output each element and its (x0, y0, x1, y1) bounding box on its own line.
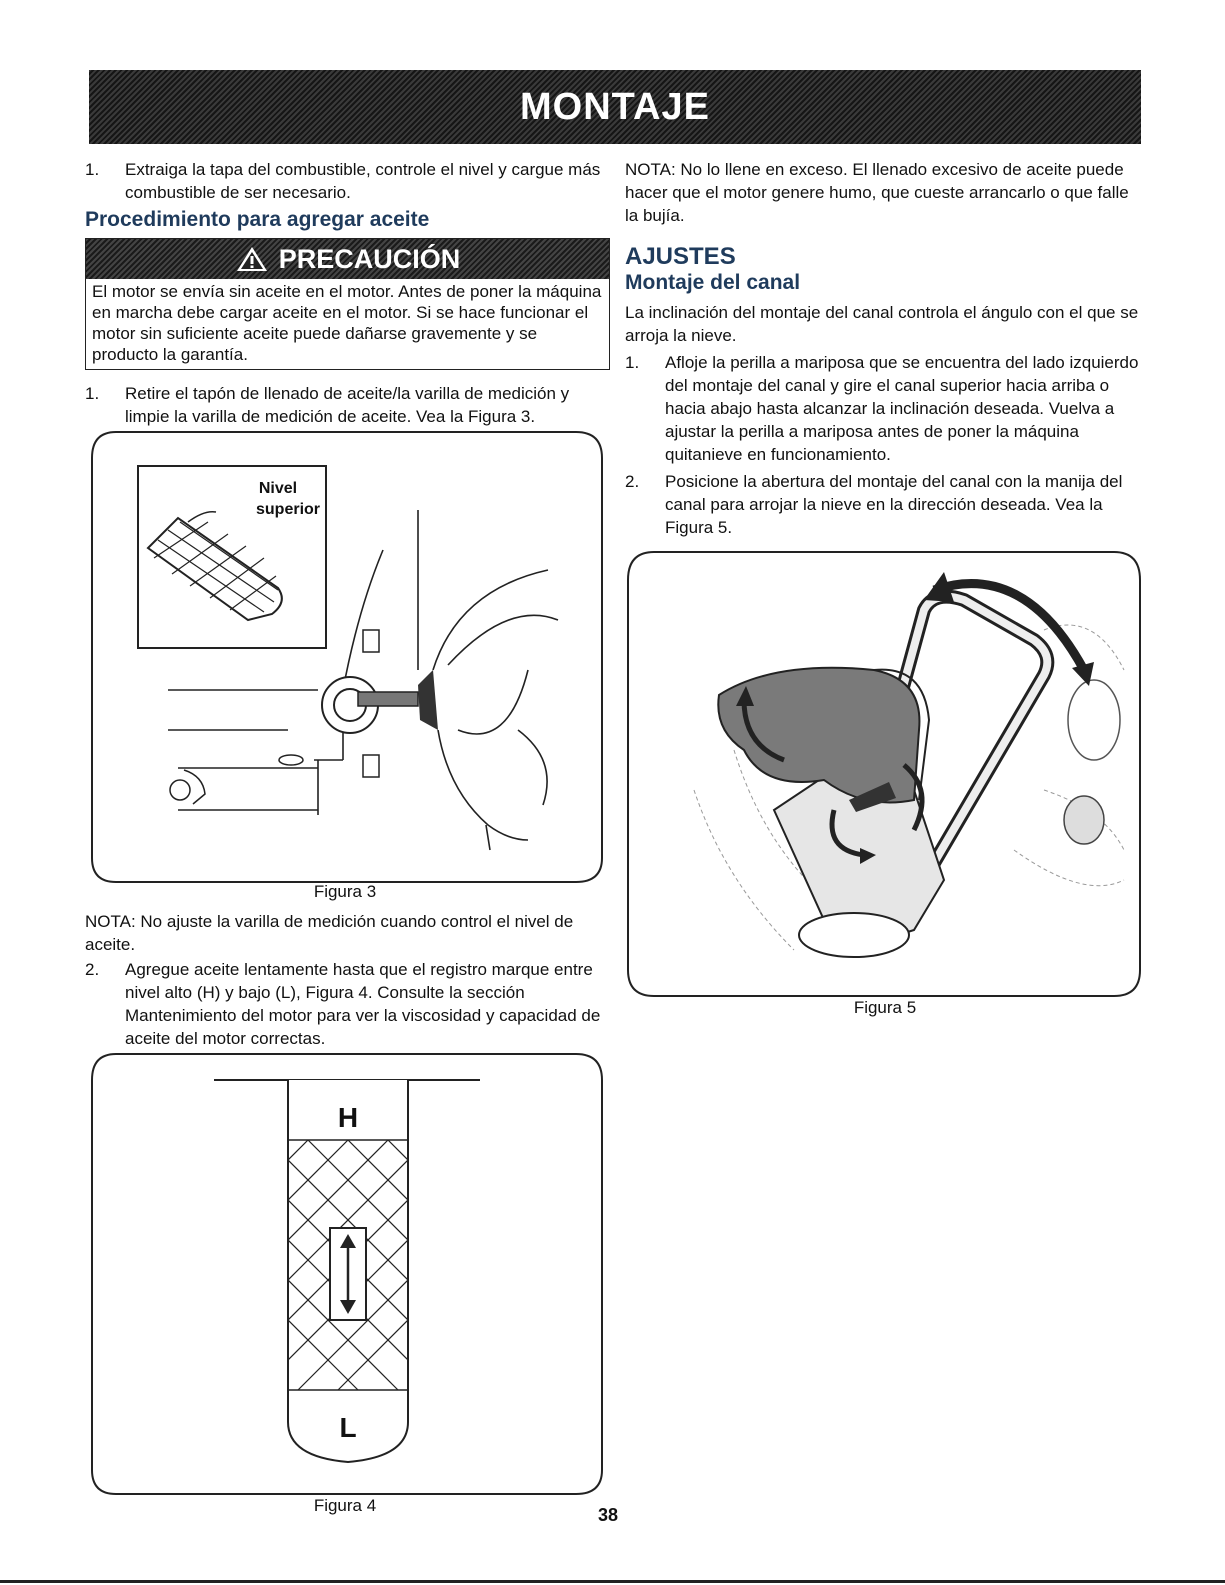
dipstick-note: NOTA: No ajuste la varilla de medición cuando control el nivel de aceite. (85, 912, 574, 954)
left-lower-text (85, 910, 610, 1050)
caution-title: PRECAUCIÓN (278, 243, 461, 274)
caution-text: El motor se envía sin aceite en el motor. Antes de poner la máquina en marcha debe cargar aceite en el motor. Si se hace funcionar el motor sin suficiente aceite puede dañarse gravemente y se producto la garantía. (92, 282, 602, 364)
list-text: Agregue aceite lentamente hasta que el registro marque entre nivel alto (H) y bajo (L), Figura 4. Consulte la sección Mantenimiento del motor para ver la viscosidad y capacidad de aceite del motor correctas. (125, 960, 601, 1048)
list-text: Afloje la perilla a mariposa que se encuentra del lado izquierdo del montaje del canal y gire el canal superior hacia arriba o hacia abajo hasta alcanzar la inclinación deseada. Vuelva a ajustar la perilla a mariposa antes de poner la máquina quitanieve en funcionamiento. (665, 353, 1139, 464)
figure-3-illustration (88, 430, 606, 885)
oil-procedure-heading: Procedimiento para agregar aceite (85, 208, 430, 231)
figure-4 (88, 1052, 606, 1497)
overfill-note: NOTA: No lo llene en exceso. El llenado excesivo de aceite puede hacer que el motor genere humo, que cueste arrancarlo o que falle la bujía. (625, 160, 1129, 225)
figure-5-caption: Figura 5 (853, 998, 917, 1017)
list-text: Retire el tapón de llenado de aceite/la varilla de medición y limpie la varilla de medición de aceite. Vea la Figura 3. (125, 384, 570, 426)
page-number: 38 (598, 1505, 619, 1525)
left-column (85, 158, 610, 428)
list-number: 2. (85, 960, 100, 979)
list-item-loosen-knob (625, 351, 1145, 466)
list-item-position-chute (625, 470, 1145, 539)
figure-3 (88, 430, 606, 885)
figure-5 (624, 550, 1144, 998)
fig3-label-line2: superior (256, 501, 321, 518)
right-column (625, 158, 1145, 539)
page-bottom-rule (0, 1580, 1225, 1583)
list-number: 1. (625, 353, 640, 372)
list-text: Extraiga la tapa del combustible, controle el nivel y cargue más combustible de ser necesario. (125, 160, 601, 202)
figure-3-caption: Figura 3 (313, 882, 377, 901)
figure-4-caption: Figura 4 (313, 1496, 377, 1515)
section-title-ajustes: AJUSTES (625, 243, 736, 270)
caution-header (86, 239, 609, 279)
fig4-low-label: L (339, 1412, 357, 1443)
fig3-label-line1: Nivel (258, 480, 298, 497)
list-number: 1. (85, 384, 100, 403)
chute-heading: Montaje del canal (625, 271, 801, 294)
banner-title: MONTAJE (520, 85, 710, 128)
section-banner (89, 70, 1141, 144)
chute-intro: La inclinación del montaje del canal controla el ángulo con el que se arroja la nieve. (625, 303, 1139, 345)
list-item-add-oil (85, 958, 610, 1050)
list-number: 2. (625, 472, 640, 491)
fig3-label (236, 478, 320, 520)
figure-5-illustration (624, 550, 1144, 998)
caution-box (85, 238, 610, 370)
list-text: Posicione la abertura del montaje del canal con la manija del canal para arrojar la nieve en la dirección deseada. Vea la Figura 5. (665, 472, 1123, 537)
list-item-remove-dipstick (85, 382, 610, 428)
list-item-fuel (85, 158, 610, 204)
warning-triangle-icon (235, 245, 269, 273)
list-number: 1. (85, 160, 100, 179)
fig4-high-label: H (337, 1102, 359, 1133)
